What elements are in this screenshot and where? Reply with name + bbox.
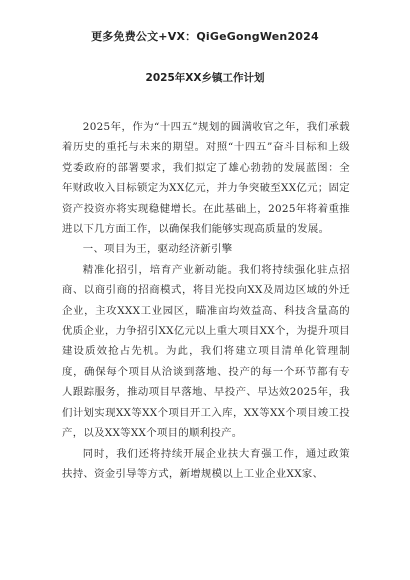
document-title: 2025年XX乡镇工作计划 bbox=[145, 72, 265, 84]
document-body bbox=[62, 117, 350, 484]
section-heading-1: 一、项目为王，驱动经济新引擎 bbox=[82, 243, 233, 256]
promo-banner: 更多免费公文+VX：QiGeGongWen2024 bbox=[91, 30, 319, 43]
paragraph-investment: 精准化招引，培育产业新动能。我们将持续强化驻点招商、以商引商的招商模式，将目光投向XX及周边区域的外迁企业，主攻XXX工业园区，瞄准亩均效益高、科技含量高的优质企业，力争招引XX亿元以上重大项目XX个，为提升项目建设质效抢占先机。为此，我们将建立项目清单化管理制度，确保每个项目从洽谈到落地、投产的每一个环节都有专人跟踪服务，推动项目早落地、早投产、早达效2025年，我们计划实现XX等XX个项目开工入库，XX等XX个项目竣工投产，以及XX等XX个项目的顺利投产。 bbox=[62, 263, 350, 440]
paragraph-enterprise: 同时，我们还将持续开展企业扶大育强工作，通过政策扶持、资金引导等方式，新增规模以上工业企业XX家、 bbox=[62, 447, 350, 480]
paragraph-intro: 2025年，作为“十四五”规划的圆满收官之年，我们承载着历史的重托与未来的期望。对照“十四五”奋斗目标和上级党委政府的部署要求，我们拟定了雄心勃勃的发展蓝图：全年财政收入目标锁定为XX亿元，并力争突破至XX亿元；固定资产投资亦将实现稳健增长。在此基础上，2025年将着重推进以下几方面工作，以确保我们能够实现高质量的发展。 bbox=[62, 121, 350, 236]
